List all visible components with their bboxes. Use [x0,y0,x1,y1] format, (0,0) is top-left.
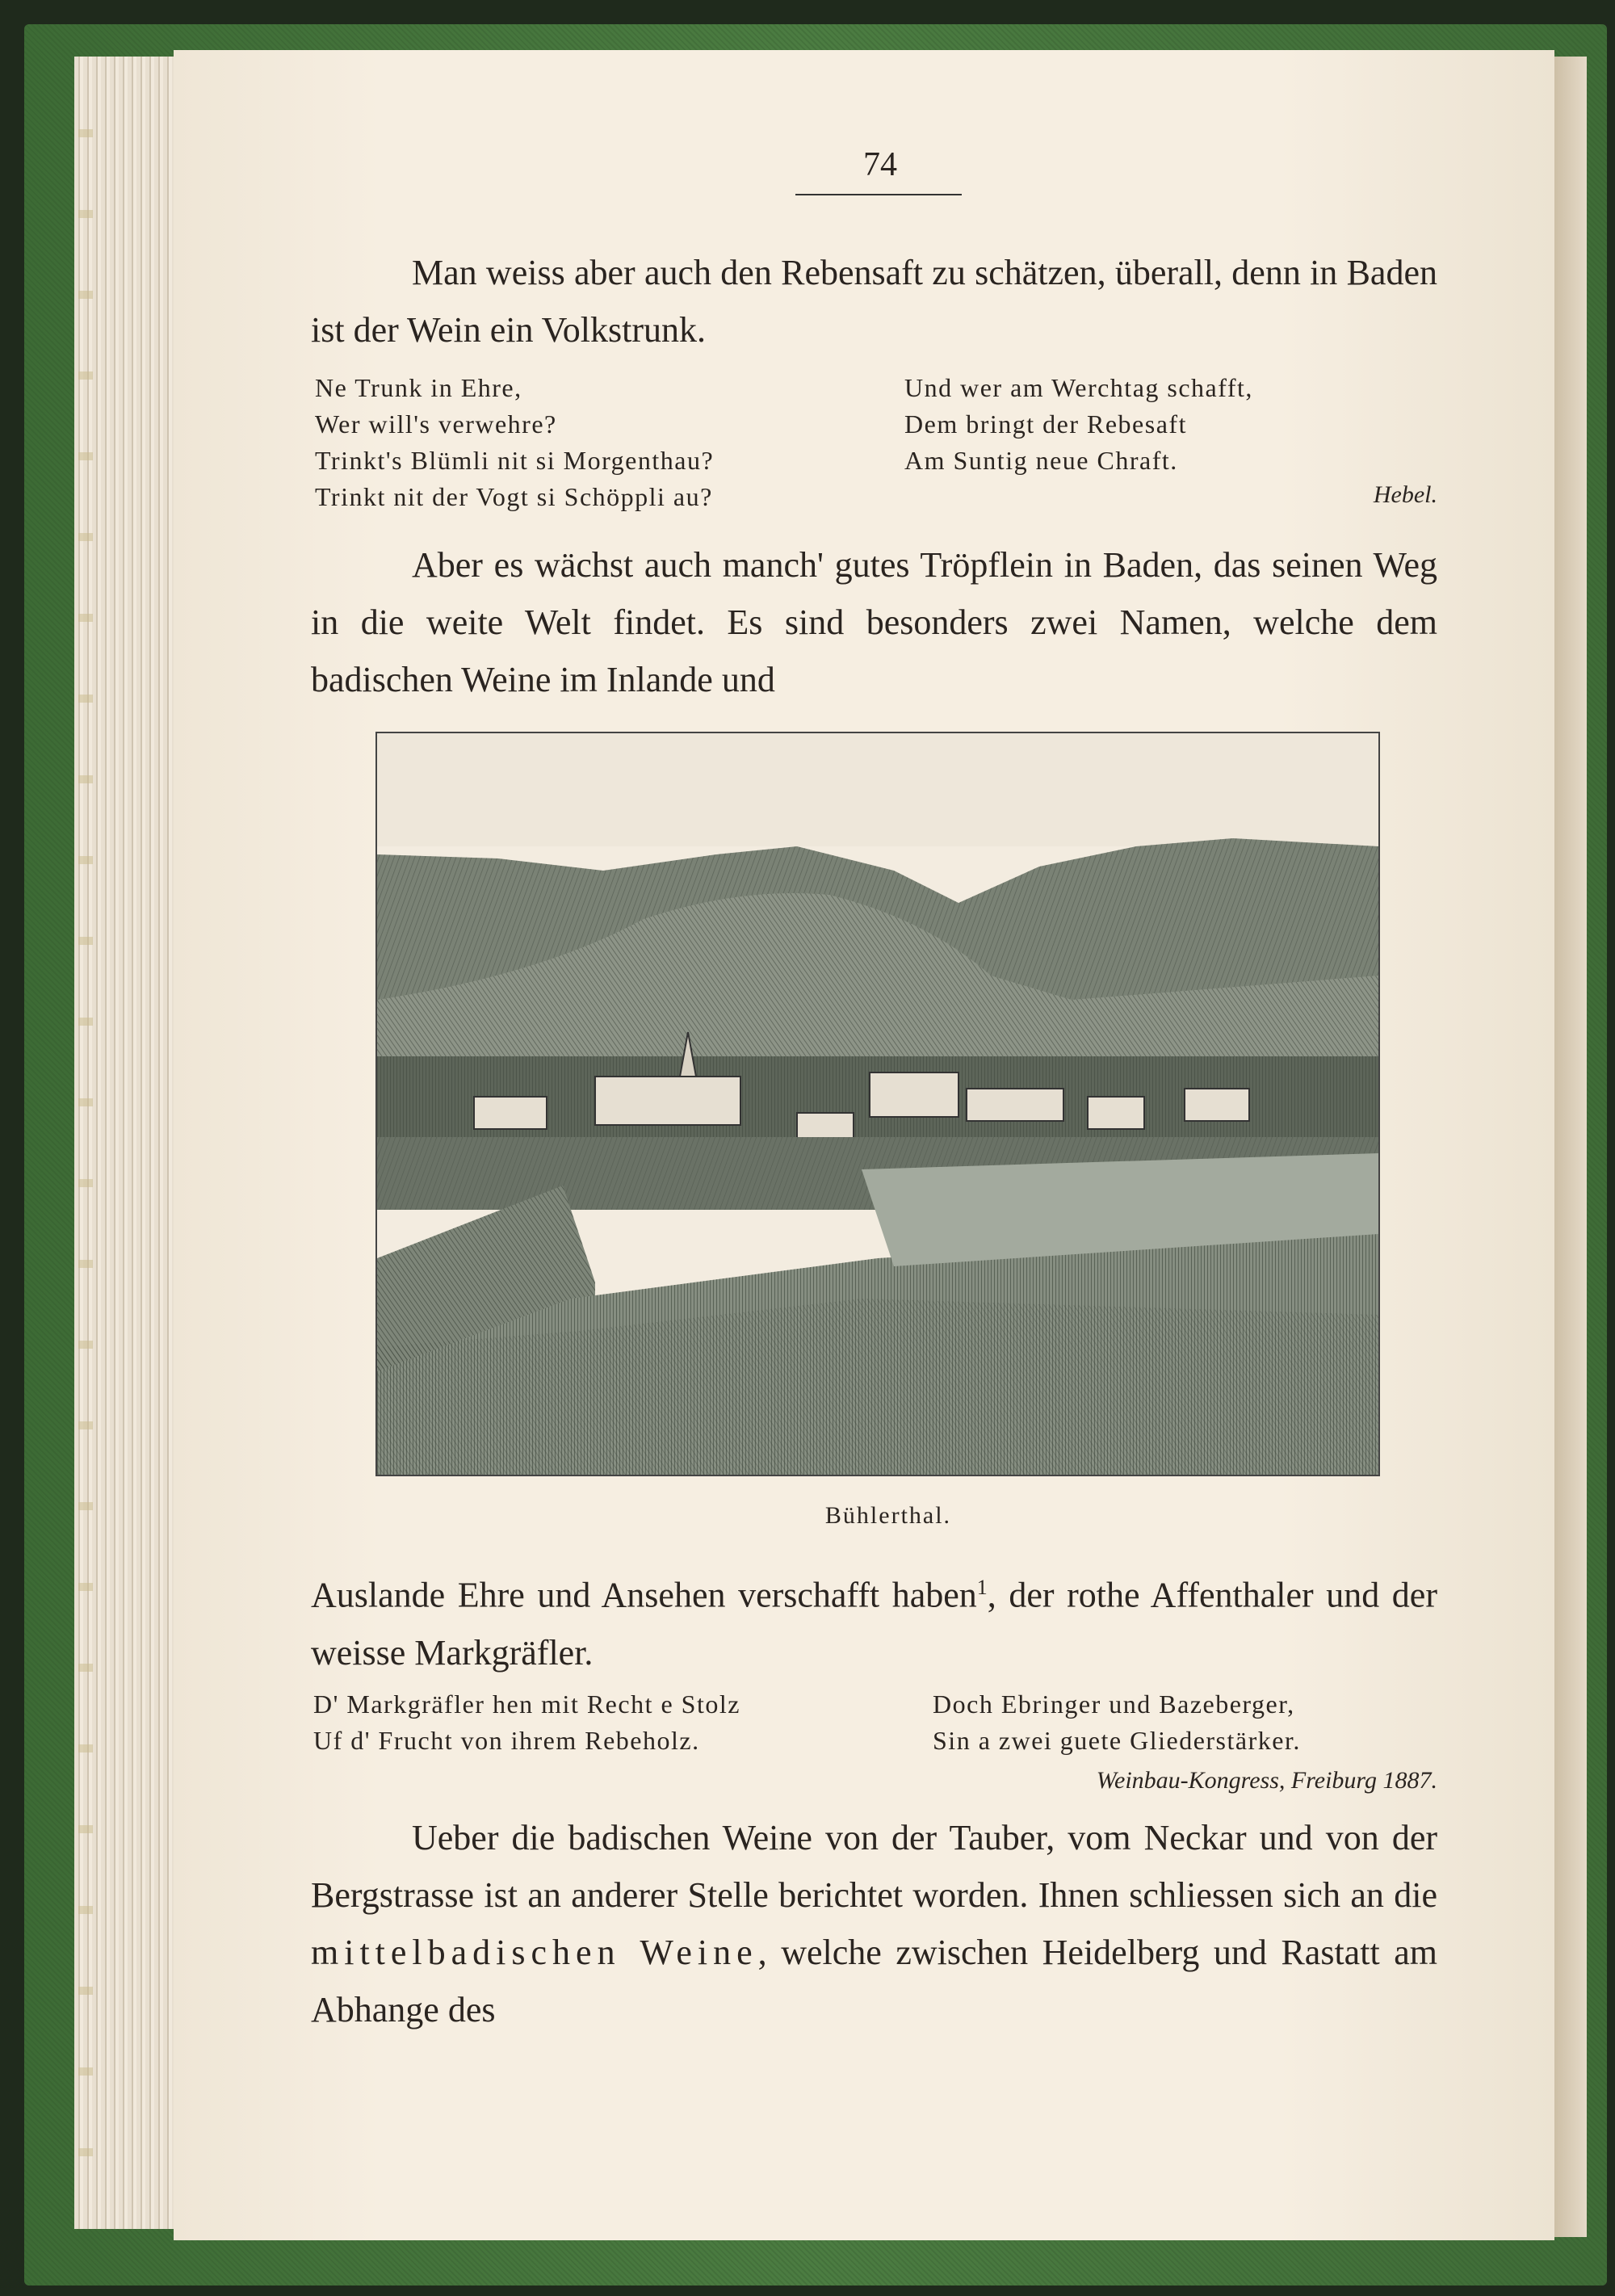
verse-line: Doch Ebringer und Bazeberger, [933,1689,1295,1719]
verse-line: Am Suntig neue Chraft. [904,446,1178,475]
verse-2-attribution: Weinbau-Kongress, Freiburg 1887. [1096,1767,1437,1794]
paragraph-4-spaced: mittelbadischen Weine [311,1933,758,1972]
paragraph-3-text-a: Auslande Ehre und Ansehen verschafft haben [311,1575,977,1615]
verse-1-left [315,370,714,515]
verse-line: Wer will's verwehre? [315,409,557,439]
verse-1-right [904,370,1253,479]
page-number: 74 [863,146,897,183]
footnote-mark: 1 [976,1576,988,1599]
paragraph-4-text-b: , welche zwischen Heidelberg und Rastatt am Abhange des [311,1933,1437,2029]
verse-line: Trinkt nit der Vogt si Schöppli au? [315,482,713,511]
paragraph-2: Aber es wächst auch manch' gutes Tröpflein in Baden, das seinen Weg in die weite Welt findet. Es sind besonders zwei Namen, welche dem badischen Weine im Inlande und [311,545,1437,699]
page-number-rule [795,194,962,195]
verse-2-right [933,1686,1301,1759]
verse-line: Dem bringt der Rebesaft [904,409,1187,439]
illustration-buehlerthal [375,732,1380,1476]
verse-1-attribution: Hebel. [1373,481,1437,508]
paragraph-3-text-b: , der rothe Affenthaler und der weisse Markgräfler. [311,1575,1437,1673]
verse-line: Ne Trunk in Ehre, [315,373,522,402]
verse-line: Sin a zwei guete Gliederstärker. [933,1726,1301,1755]
verse-line: D' Markgräfler hen mit Recht e Stolz [313,1689,740,1719]
verse-line: Trinkt's Blümli nit si Morgenthau? [315,446,715,475]
verse-line: Uf d' Frucht von ihrem Rebeholz. [313,1726,700,1755]
paragraph-4 [311,1809,1437,2038]
paragraph-3 [311,1559,1437,1681]
illustration-caption: Bühlerthal. [824,1502,952,1529]
verse-line: Und wer am Werchtag schafft, [904,373,1253,402]
page-edge-marks [78,57,93,2229]
paragraph-1: Man weiss aber auch den Rebensaft zu schätzen, überall, denn in Baden ist der Wein ein Volkstrunk. [311,253,1437,350]
paragraph-4-text-a: Ueber die badischen Weine von der Tauber, vom Neckar und von der Bergstrasse ist an anderer Stelle berichtet worden. Ihnen schliessen sich an die [311,1818,1437,1915]
book-gutter [1554,57,1587,2237]
verse-2-left [313,1686,740,1759]
